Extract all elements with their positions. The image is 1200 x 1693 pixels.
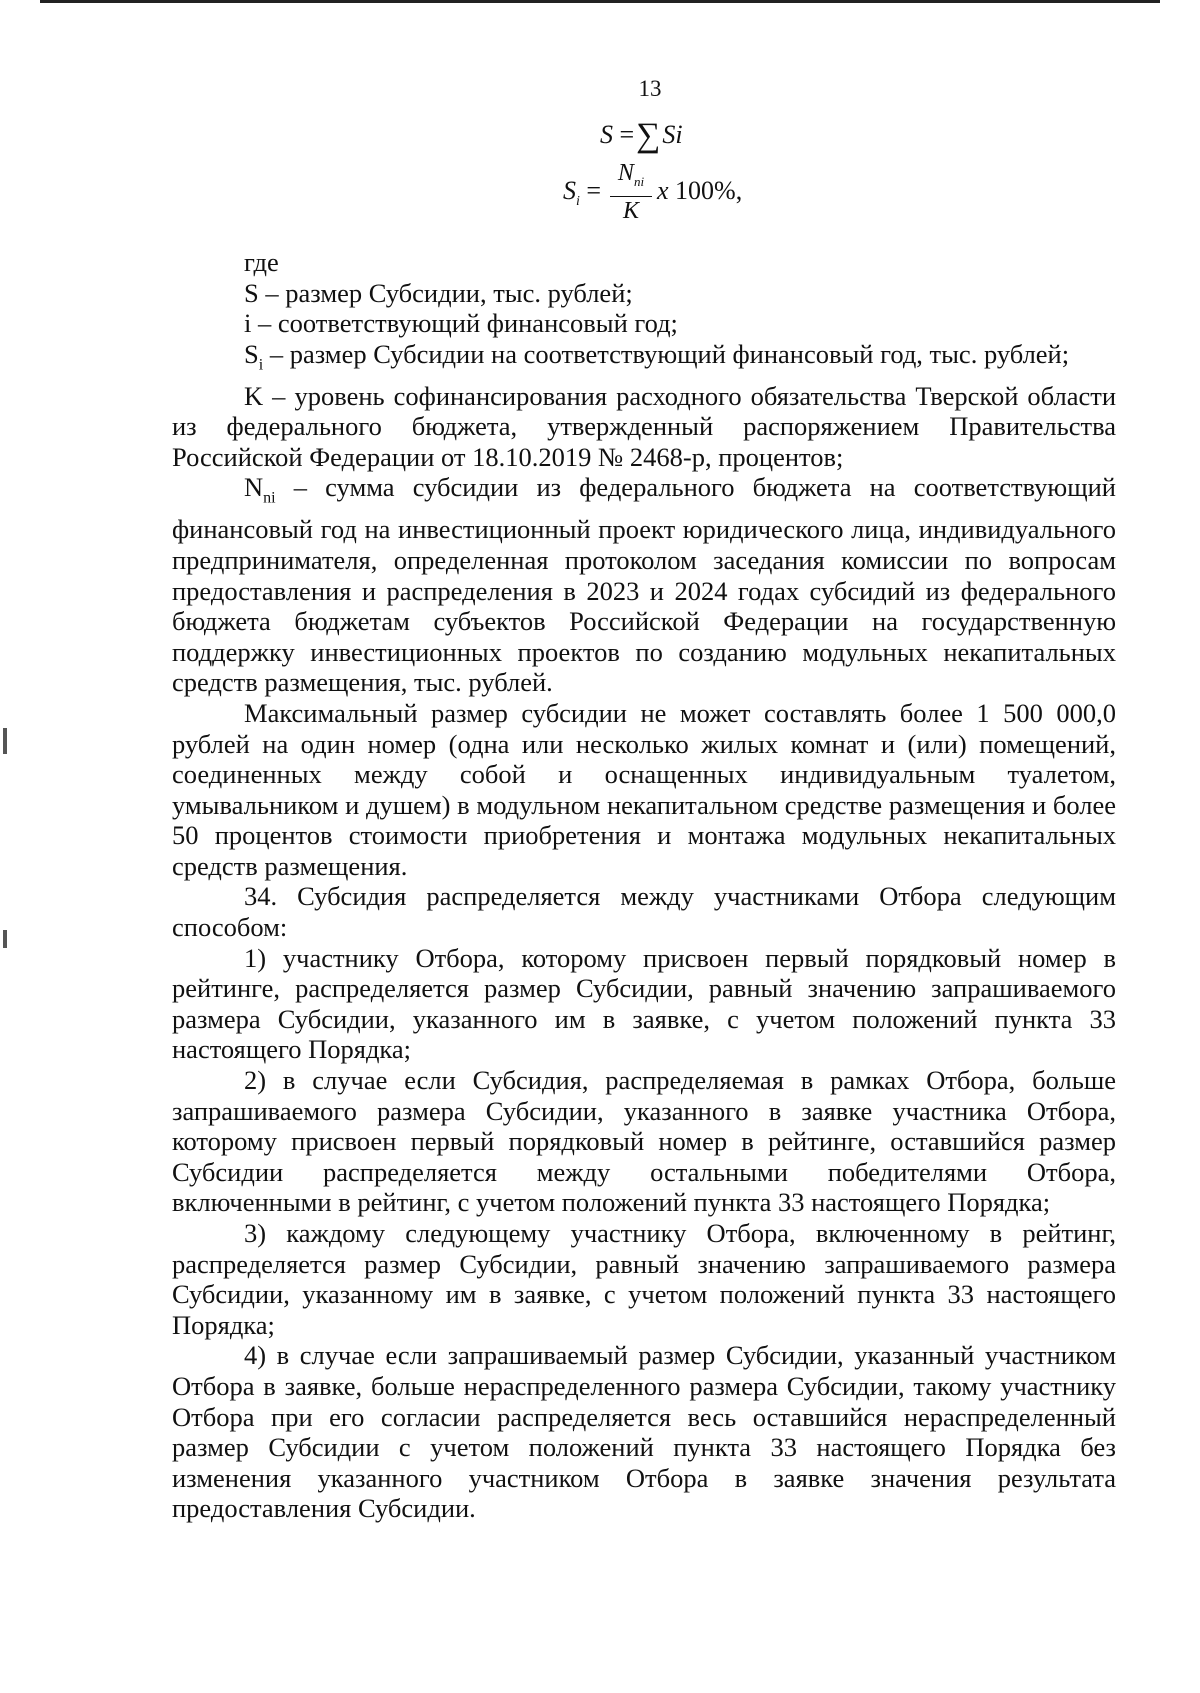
formula-sum-lhs: S [600,120,613,149]
definition-s: S – размер Субсидии, тыс. рублей; [244,277,633,308]
fraction-numerator [610,160,652,195]
numerator-n: N [617,160,634,186]
definition-nni [172,472,1116,697]
numerator-sub: ni [633,173,645,189]
sigma-symbol: ∑ [636,117,661,154]
si-subscript: i [258,356,264,374]
formula-share-rhs [657,176,742,206]
nni-symbol: N [244,472,264,503]
fraction-bar [610,196,652,198]
formula-share-eq: = [586,176,602,205]
definition-si [172,339,1116,381]
list-item-1: 1) участнику Отбора, которому присвоен первый порядковый номер в рейтинге, распределяется размер Субсидии, равный значению запрашиваемого размера Субсидии, указанного им в заявке, с учетом положений пункта 33 настоящего Порядка; [172,942,1116,1065]
list-item-3: 3) каждому следующему участнику Отбора, включенному в рейтинг, распределяется размер Субсидии, равный значению запрашиваемого размера Субсидии, указанному им в заявке, с учетом положений пункта 33 настоящего Порядка; [172,1218,1116,1340]
nni-subscript: ni [263,489,276,507]
document-body [172,247,1116,1524]
fraction-denominator: K [622,198,639,225]
formula-share [563,160,743,225]
scan-margin-mark [3,728,7,754]
formula-share-s-sub: i [576,194,580,210]
where-label: где [244,247,279,277]
scan-margin-mark [3,930,7,948]
si-symbol: S [244,338,259,369]
list-item-2: 2) в случае если Субсидия, распределяемая в рамках Отбора, больше запрашиваемого размера Субсидии, указанного в заявке участника Отбора, которому присвоен первый порядковый номер в рейтинге, оставшийся размер Субсидии распределяется между остальными победителями Отбора, включенными в рейтинг, с учетом положений пункта 33 настоящего Порядка; [172,1065,1116,1218]
paragraph-34: 34. Субсидия распределяется между участниками Отбора следующим способом: [172,881,1116,943]
scan-top-edge [40,0,1160,3]
page-number: 13 [638,76,662,101]
formula-tail: 100%, [675,176,743,205]
formula-sum-rhs: Si [662,120,683,149]
formula-sum [600,114,683,152]
si-text: – размер Субсидии на соответствующий финансовый год, тыс. рублей; [263,338,1070,369]
paragraph-max-subsidy: Максимальный размер субсидии не может составлять более 1 500 000,0 рублей на один номер (одна или несколько жилых комнат и (или) помещений, соединенных между собой и оснащенных индивидуальным туалетом, умывальником и душем) в модульном некапитальном средстве размещения и более 50 процентов стоимости приобретения и монтажа модульных некапитальных средств размещения. [172,697,1116,881]
nni-text: – сумма субсидии из федерального бюджета на соответствующий финансовый год на инвестиционный проект юридического лица, индивидуального предпринимателя, определенная протоколом заседания комиссии по вопросам предоставления и распределения в 2023 и 2024 годах субсидий из федерального бюджета бюджетам субъектов Российской Федерации на государственную поддержку инвестиционных проектов по созданию модульных некапитальных средств размещения, тыс. рублей. [172,472,1116,698]
definition-k: K – уровень софинансирования расходного обязательства Тверской области из федерального бюджета, утвержденный распоряжением Правительства Российской Федерации от 18.10.2019 № 2468-р, процентов; [172,380,1116,472]
formula-fraction [610,160,652,224]
formula-share-lhs [563,176,601,210]
formula-mult: x [657,176,669,205]
formula-sum-eq: = [619,120,635,149]
formula-share-s: S [563,176,576,205]
definition-i: i – соответствующий финансовый год; [244,308,678,339]
list-item-4: 4) в случае если запрашиваемый размер Субсидии, указанный участником Отбора в заявке, больше нераспределенного размера Субсидии, такому участнику Отбора при его согласии распределяется весь оставшийся нераспределенный размер Субсидии с учетом положений пункта 33 настоящего Порядка без изменения указанного участником Отбора в заявке значения результата предоставления Субсидии. [172,1340,1116,1524]
